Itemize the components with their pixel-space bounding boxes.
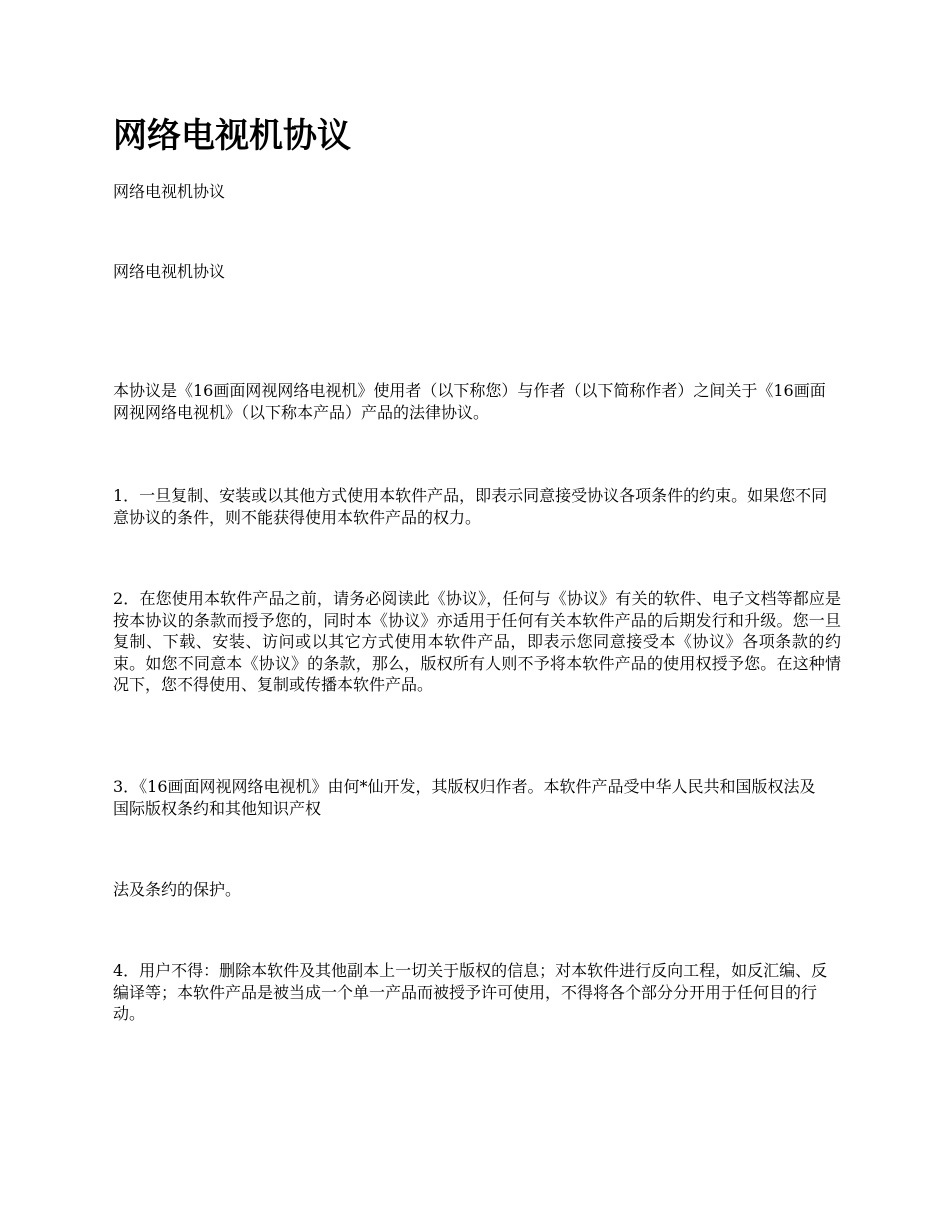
clause-4-paragraph: 4．用户不得：删除本软件及其他副本上一切关于版权的信息；对本软件进行反向工程，如反汇编、反编译等；本软件产品是被当成一个单一产品而被授予许可使用，不得将各个部分分开用于任何目的行动。 (113, 961, 828, 1024)
clause-2-paragraph: 2．在您使用本软件产品之前，请务必阅读此《协议》，任何与《协议》有关的软件、电子文档等都应是按本协议的条款而授予您的，同时本《协议》亦适用于任何有关本软件产品的后期发行和升级。您一旦复制、下载、安装、访问或以其它方式使用本软件产品，即表示您同意接受本《协议》各项条款的约束。如您不同意本《协议》的条款，那么，版权所有人则不予将本软件产品的使用权授予您。在这种情况下，您不得使用、复制或传播本软件产品。 (113, 589, 841, 695)
clause-1-paragraph: 1．一旦复制、安装或以其他方式使用本软件产品，即表示同意接受协议各项条件的约束。如果您不同意协议的条件，则不能获得使用本软件产品的权力。 (113, 486, 828, 527)
subtitle-line-1: 网络电视机协议 (113, 182, 226, 201)
clause-3-paragraph: 3．《16画面网视网络电视机》由何*仙开发，其版权归作者。本软件产品受中华人民共和国版权法及国际版权条约和其他知识产权 (113, 777, 816, 818)
subtitle-line-2: 网络电视机协议 (113, 262, 226, 281)
clause-3-continuation: 法及条约的保护。 (113, 880, 242, 899)
intro-paragraph: 本协议是《16画面网视网络电视机》使用者（以下称您）与作者（以下简称作者）之间关于《16画面网视网络电视机》（以下称本产品）产品的法律协议。 (113, 381, 826, 422)
document-title: 网络电视机协议 (113, 116, 351, 156)
